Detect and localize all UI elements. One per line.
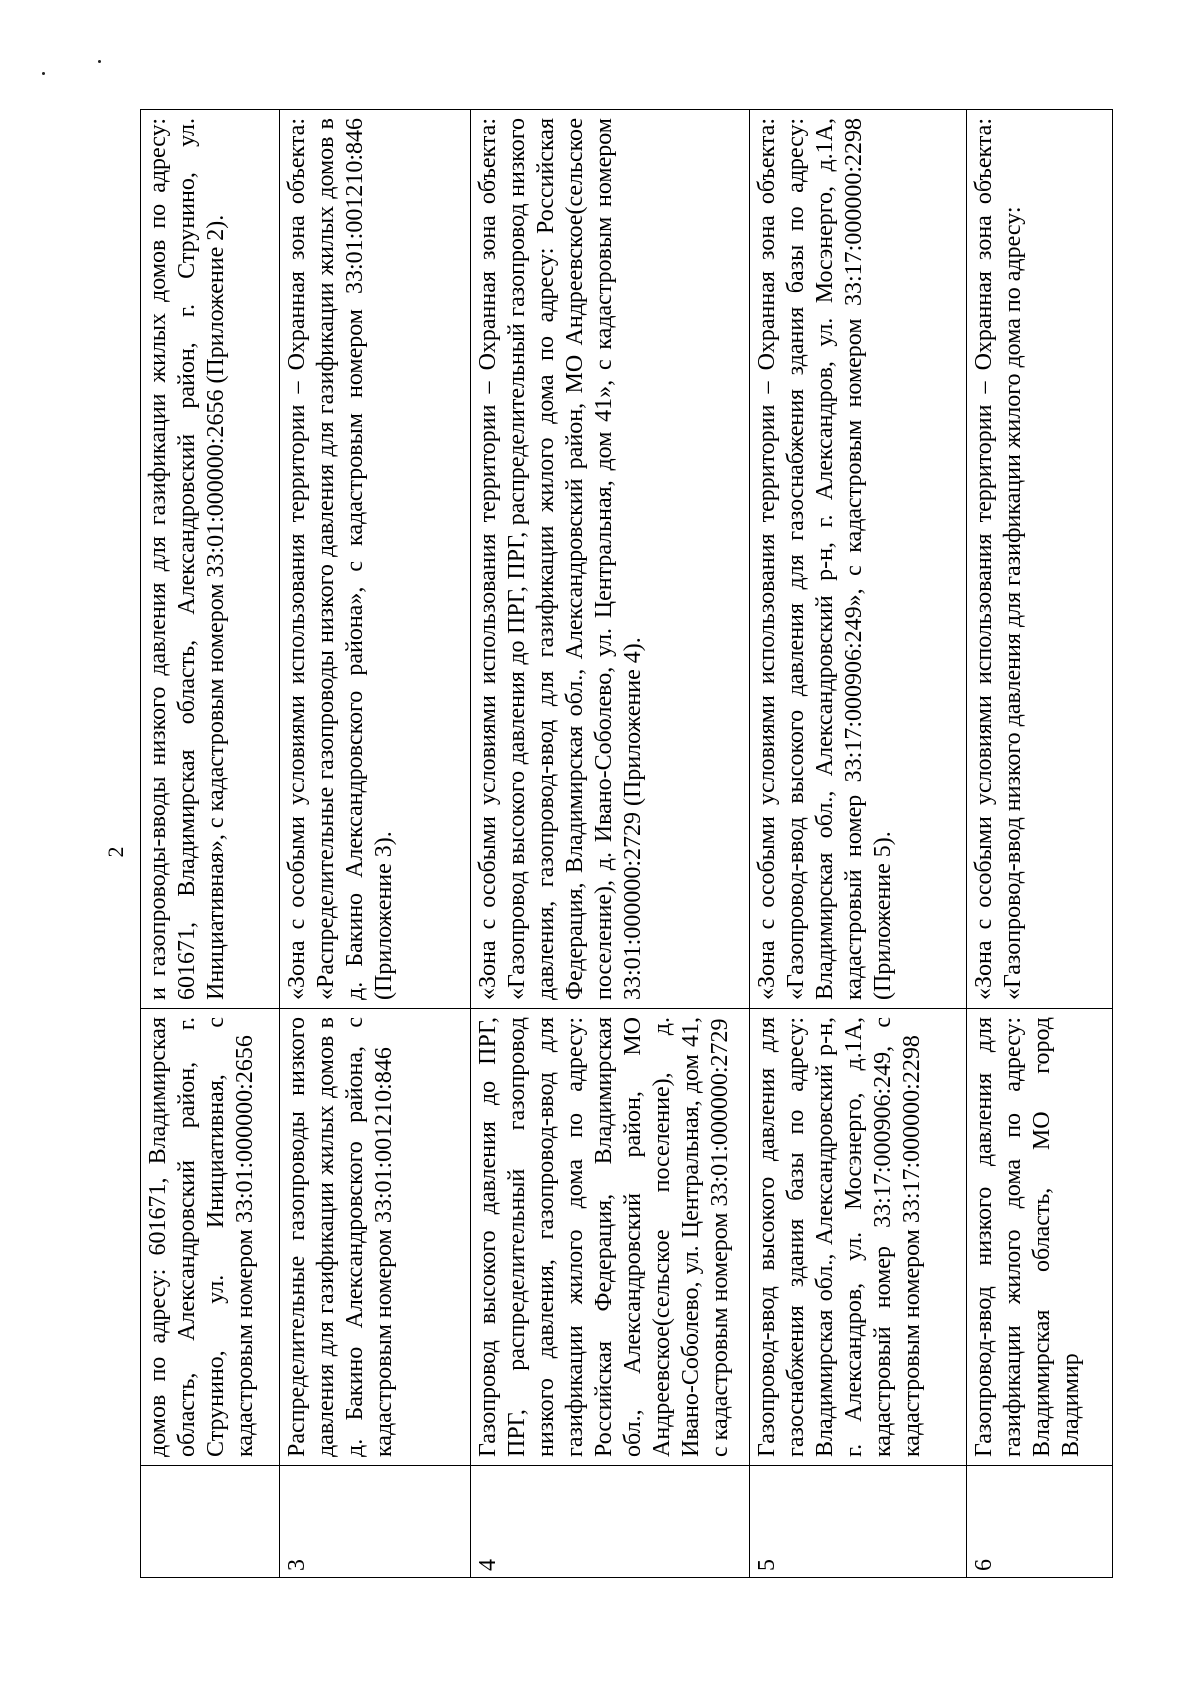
zone-cell: «Зона с особыми условиями использования территории – Охранная зона объекта: «Газопровод-ввод низкого давления для газификации жилого дома по адресу:	[967, 110, 1113, 1009]
scan-speck	[42, 72, 45, 75]
table-row	[750, 110, 967, 1578]
zones-table	[140, 109, 1113, 1578]
object-cell: Распределительные газопроводы низкого давления для газификации жилых домов в д. Бакино Александровского района, с кадастровым номером 33:01:001210:846	[280, 1009, 471, 1466]
page-number: 2	[103, 846, 128, 858]
object-cell: Газопровод-ввод низкого давления для газификации жилого дома по адресу: Владимирская область, МО город Владимир	[967, 1009, 1113, 1466]
row-number	[141, 1466, 280, 1578]
object-cell: Газопровод-ввод высокого давления для газоснабжения здания базы по адресу: Владимирская обл., Александровский р-н, г. Александров, ул. Мосэнерго, д.1А, кадастровый номер 33:17:000906:249, с кадастровым номером 33:17:000000:2298	[750, 1009, 967, 1466]
row-number: 3	[280, 1466, 471, 1578]
table-row	[471, 110, 750, 1578]
zone-cell: «Зона с особыми условиями использования территории – Охранная зона объекта: «Газопровод высокого давления до ПРГ, ПРГ, распределительный газопровод низкого давления, газопровод-ввод для газификации жилого дома по адресу: Российская Федерация, Владимирская обл., Александровский район, МО Андреевское(сельское поселение), д. Ивано-Соболево, ул. Центральная, дом 41», с кадастровым номером 33:01:000000:2729 (Приложение 4).	[471, 110, 750, 1009]
zone-cell: и газопроводы-вводы низкого давления для газификации жилых домов по адресу: 601671, Владимирская область, Александровский район, г. Струнино, ул. Инициативная», с кадастровым номером 33:01:000000:2656 (Приложение 2).	[141, 110, 280, 1009]
zone-cell: «Зона с особыми условиями использования территории – Охранная зона объекта: «Распределительные газопроводы низкого давления для газификации жилых домов в д. Бакино Александровского района», с кадастровым номером 33:01:001210:846 (Приложение 3).	[280, 110, 471, 1009]
object-cell: домов по адресу: 601671, Владимирская область, Александровский район, г. Струнино, ул. Инициативная, с кадастровым номером 33:01:000000:2656	[141, 1009, 280, 1466]
scan-speck	[98, 60, 101, 63]
table-row	[280, 110, 471, 1578]
table-row	[141, 110, 280, 1578]
object-cell: Газопровод высокого давления до ПРГ, ПРГ, распределительный газопровод низкого давления, газопровод-ввод для газификации жилого дома по адресу: Российская Федерация, Владимирская обл., Александровский район, МО Андреевское(сельское поселение), д. Ивано-Соболево, ул. Центральная, дом 41, с кадастровым номером 33:01:000000:2729	[471, 1009, 750, 1466]
zone-cell: «Зона с особыми условиями использования территории – Охранная зона объекта: «Газопровод-ввод высокого давления для газоснабжения здания базы по адресу: Владимирская обл., Александровский р-н, г. Александров, ул. Мосэнерго, д.1А, кадастровый номер 33:17:000906:249», с кадастровым номером 33:17:000000:2298 (Приложение 5).	[750, 110, 967, 1009]
row-number: 4	[471, 1466, 750, 1578]
row-number: 5	[750, 1466, 967, 1578]
row-number: 6	[967, 1466, 1113, 1578]
table-row	[967, 110, 1113, 1578]
